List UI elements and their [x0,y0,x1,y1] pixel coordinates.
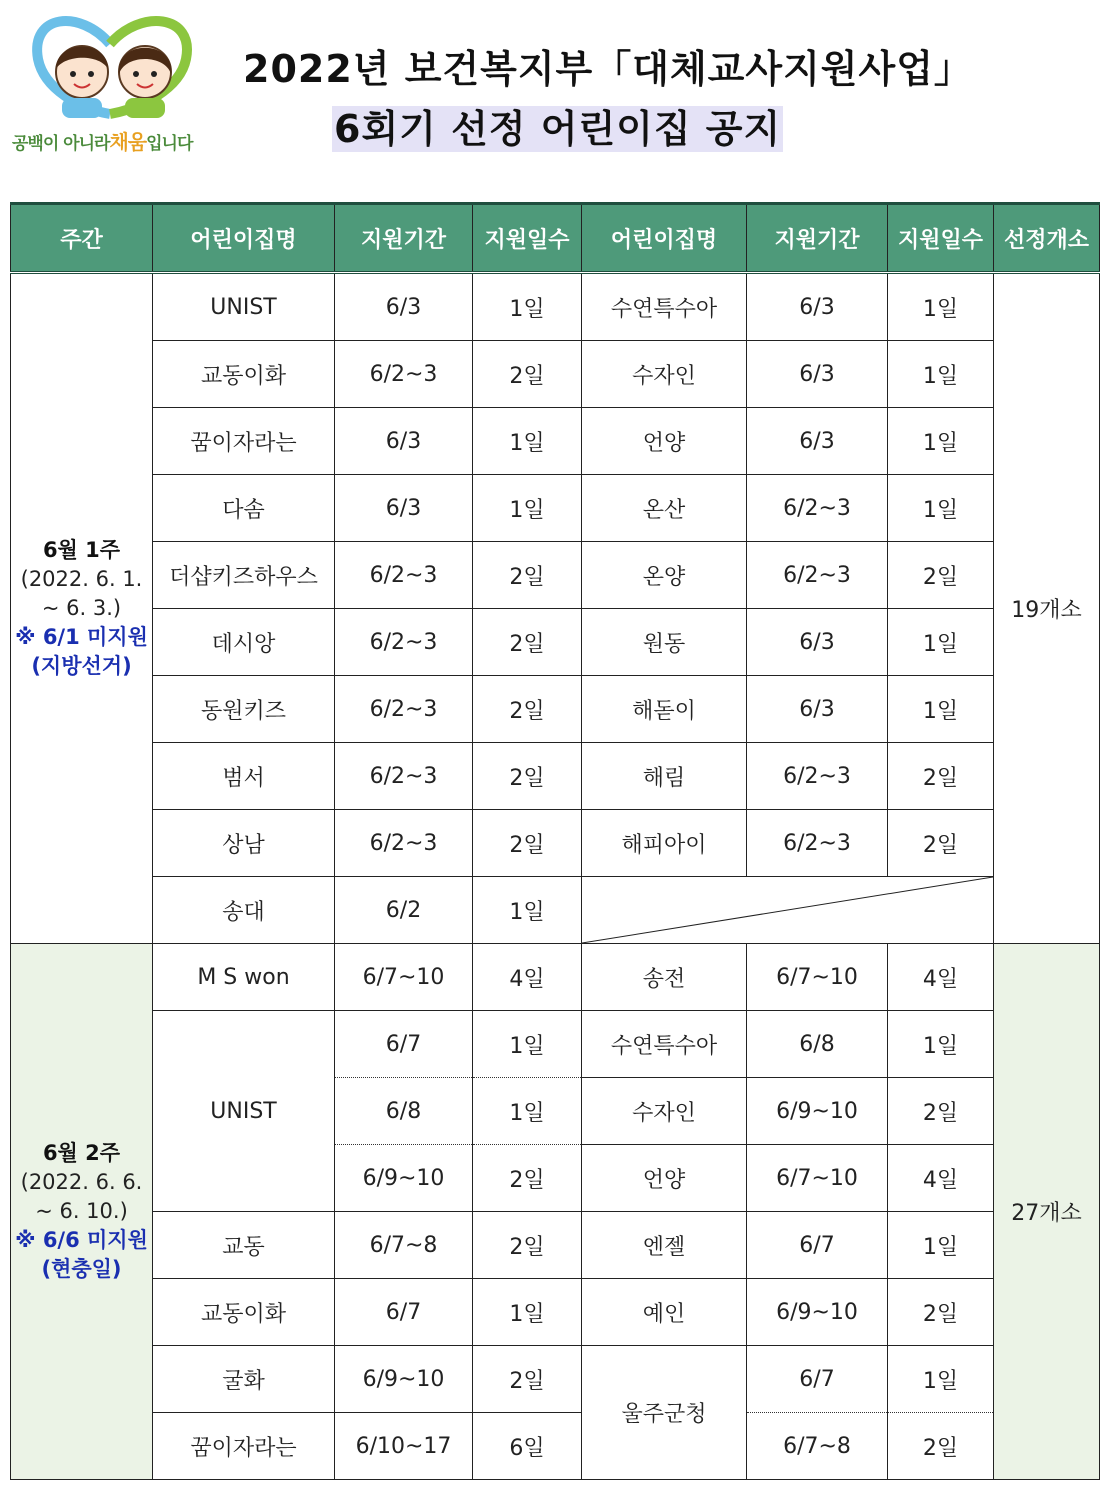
cell: 2일 [473,542,582,609]
week1-note: ※ 6/1 미지원 (지방선거) [15,625,148,678]
cell: 6/3 [747,408,888,475]
cell: 6/2~3 [335,743,473,810]
cell: 해림 [582,743,747,810]
cell: 6/7~8 [747,1413,888,1480]
week2-cell [11,944,153,1480]
cell: 1일 [888,1212,994,1279]
cell: 2일 [888,810,994,877]
header-days: 지원일수 [473,204,582,273]
table-row [11,810,1100,877]
cell: 2일 [473,609,582,676]
cell: 6/3 [747,609,888,676]
cell: 6/9~10 [335,1346,473,1413]
cell: 6/8 [747,1011,888,1078]
cell: 4일 [888,944,994,1011]
empty-diagonal-cell [582,877,994,944]
cell: 해피아이 [582,810,747,877]
cell: 예인 [582,1279,747,1346]
cell: 6/2~3 [335,542,473,609]
table-row [11,341,1100,408]
header-period: 지원기간 [335,204,473,273]
cell: 수자인 [582,341,747,408]
cell: 범서 [153,743,335,810]
cell: 2일 [473,1346,582,1413]
cell: 송대 [153,877,335,944]
cell: 1일 [888,475,994,542]
cell: 6/10~17 [335,1413,473,1480]
table-row [11,1212,1100,1279]
table-row [11,676,1100,743]
table-row [11,1011,1100,1078]
cell: 2일 [473,810,582,877]
cell: 6/8 [335,1078,473,1145]
table-row [11,542,1100,609]
page-title: 2022년 보건복지부「대체교사지원사업」 [243,47,973,91]
cell: 꿈이자라는 [153,408,335,475]
cell: 6/7 [747,1212,888,1279]
cell: 언양 [582,1145,747,1212]
cell: 동원키즈 [153,676,335,743]
cell: 6/7 [335,1279,473,1346]
cell: 6/2~3 [335,676,473,743]
cell: 6/7~10 [747,944,888,1011]
week1-cell [11,273,153,944]
cell: 1일 [473,408,582,475]
cell: 더샵키즈하우스 [153,542,335,609]
cell: 2일 [888,1413,994,1480]
cell: 6/7~10 [335,944,473,1011]
cell: 1일 [888,1346,994,1413]
cell: 6일 [473,1413,582,1480]
cell: M S won [153,944,335,1011]
cell: 온양 [582,542,747,609]
cell: 6/3 [335,408,473,475]
page-subtitle: 6회기 선정 어린이집 공지 [334,107,782,151]
cell: 교동이화 [153,1279,335,1346]
cell: 6/2~3 [747,810,888,877]
cell: 4일 [473,944,582,1011]
cell: 6/9~10 [747,1279,888,1346]
cell: 6/2~3 [335,341,473,408]
cell: 교동이화 [153,341,335,408]
week2-label: 6월 2주 [42,1141,121,1165]
week2-count: 27개소 [994,944,1100,1480]
cell: 6/3 [335,273,473,341]
week2-note: ※ 6/6 미지원 (현충일) [15,1228,148,1281]
cell: 1일 [888,676,994,743]
cell: 6/7 [747,1346,888,1413]
table-row [11,944,1100,1011]
header-week: 주간 [11,204,153,273]
cell: 송전 [582,944,747,1011]
cell: 6/3 [335,475,473,542]
header-name: 어린이집명 [153,204,335,273]
header-period-2: 지원기간 [747,204,888,273]
cell: 2일 [473,1145,582,1212]
cell: 6/9~10 [335,1145,473,1212]
cell: 2일 [473,1212,582,1279]
cell: 언양 [582,408,747,475]
cell: 해돋이 [582,676,747,743]
cell: 원동 [582,609,747,676]
week1-label: 6월 1주 [42,538,121,562]
cell: 6/2~3 [747,542,888,609]
cell: 굴화 [153,1346,335,1413]
program-logo [10,14,220,154]
cell: 2일 [888,542,994,609]
cell: 울주군청 [582,1346,747,1480]
cell: 6/2~3 [747,475,888,542]
cell: 1일 [888,1011,994,1078]
cell: 6/2~3 [335,810,473,877]
cell: UNIST [153,1011,335,1212]
cell: 1일 [473,1279,582,1346]
cell: 수자인 [582,1078,747,1145]
cell: 6/2~3 [335,609,473,676]
cell: 1일 [888,609,994,676]
cell: 2일 [473,743,582,810]
cell: 1일 [888,408,994,475]
cell: 1일 [473,1011,582,1078]
cell: 1일 [888,273,994,341]
cell: 6/2 [335,877,473,944]
cell: 6/7~8 [335,1212,473,1279]
table-row [11,743,1100,810]
week1-range: (2022. 6. 1. ~ 6. 3.) [20,567,143,620]
cell: 1일 [473,877,582,944]
two-children-heart-icon [10,14,220,124]
cell: 1일 [888,341,994,408]
cell: UNIST [153,273,335,341]
selection-table [10,202,1100,1480]
week2-range: (2022. 6. 6. ~ 6. 10.) [20,1170,143,1223]
table-row [11,1346,1100,1413]
table-row [11,877,1100,944]
diagonal-line [582,877,993,943]
cell: 6/9~10 [747,1078,888,1145]
cell: 다솜 [153,475,335,542]
cell: 수연특수아 [582,273,747,341]
cell: 교동 [153,1212,335,1279]
cell: 6/7~10 [747,1145,888,1212]
cell: 데시앙 [153,609,335,676]
cell: 6/7 [335,1011,473,1078]
cell: 2일 [888,1279,994,1346]
header-count: 선정개소 [994,204,1100,273]
table-row [11,1413,1100,1480]
cell: 상남 [153,810,335,877]
cell: 2일 [473,676,582,743]
week1-count: 19개소 [994,273,1100,944]
cell: 1일 [473,475,582,542]
cell: 6/2~3 [747,743,888,810]
cell: 2일 [888,1078,994,1145]
cell: 2일 [888,743,994,810]
cell: 1일 [473,1078,582,1145]
cell: 꿈이자라는 [153,1413,335,1480]
table-row [11,609,1100,676]
cell: 6/3 [747,341,888,408]
header-days-2: 지원일수 [888,204,994,273]
table-row [11,408,1100,475]
table-row [11,475,1100,542]
table-row [11,273,1100,341]
logo-slogan: 공백이 아니라채움입니다 [12,130,193,154]
cell: 6/3 [747,676,888,743]
cell: 온산 [582,475,747,542]
table-row [11,1279,1100,1346]
cell: 엔젤 [582,1212,747,1279]
table-header-row [11,204,1100,273]
header-name-2: 어린이집명 [582,204,747,273]
cell: 1일 [473,273,582,341]
cell: 수연특수아 [582,1011,747,1078]
cell: 4일 [888,1145,994,1212]
cell: 6/3 [747,273,888,341]
cell: 2일 [473,341,582,408]
